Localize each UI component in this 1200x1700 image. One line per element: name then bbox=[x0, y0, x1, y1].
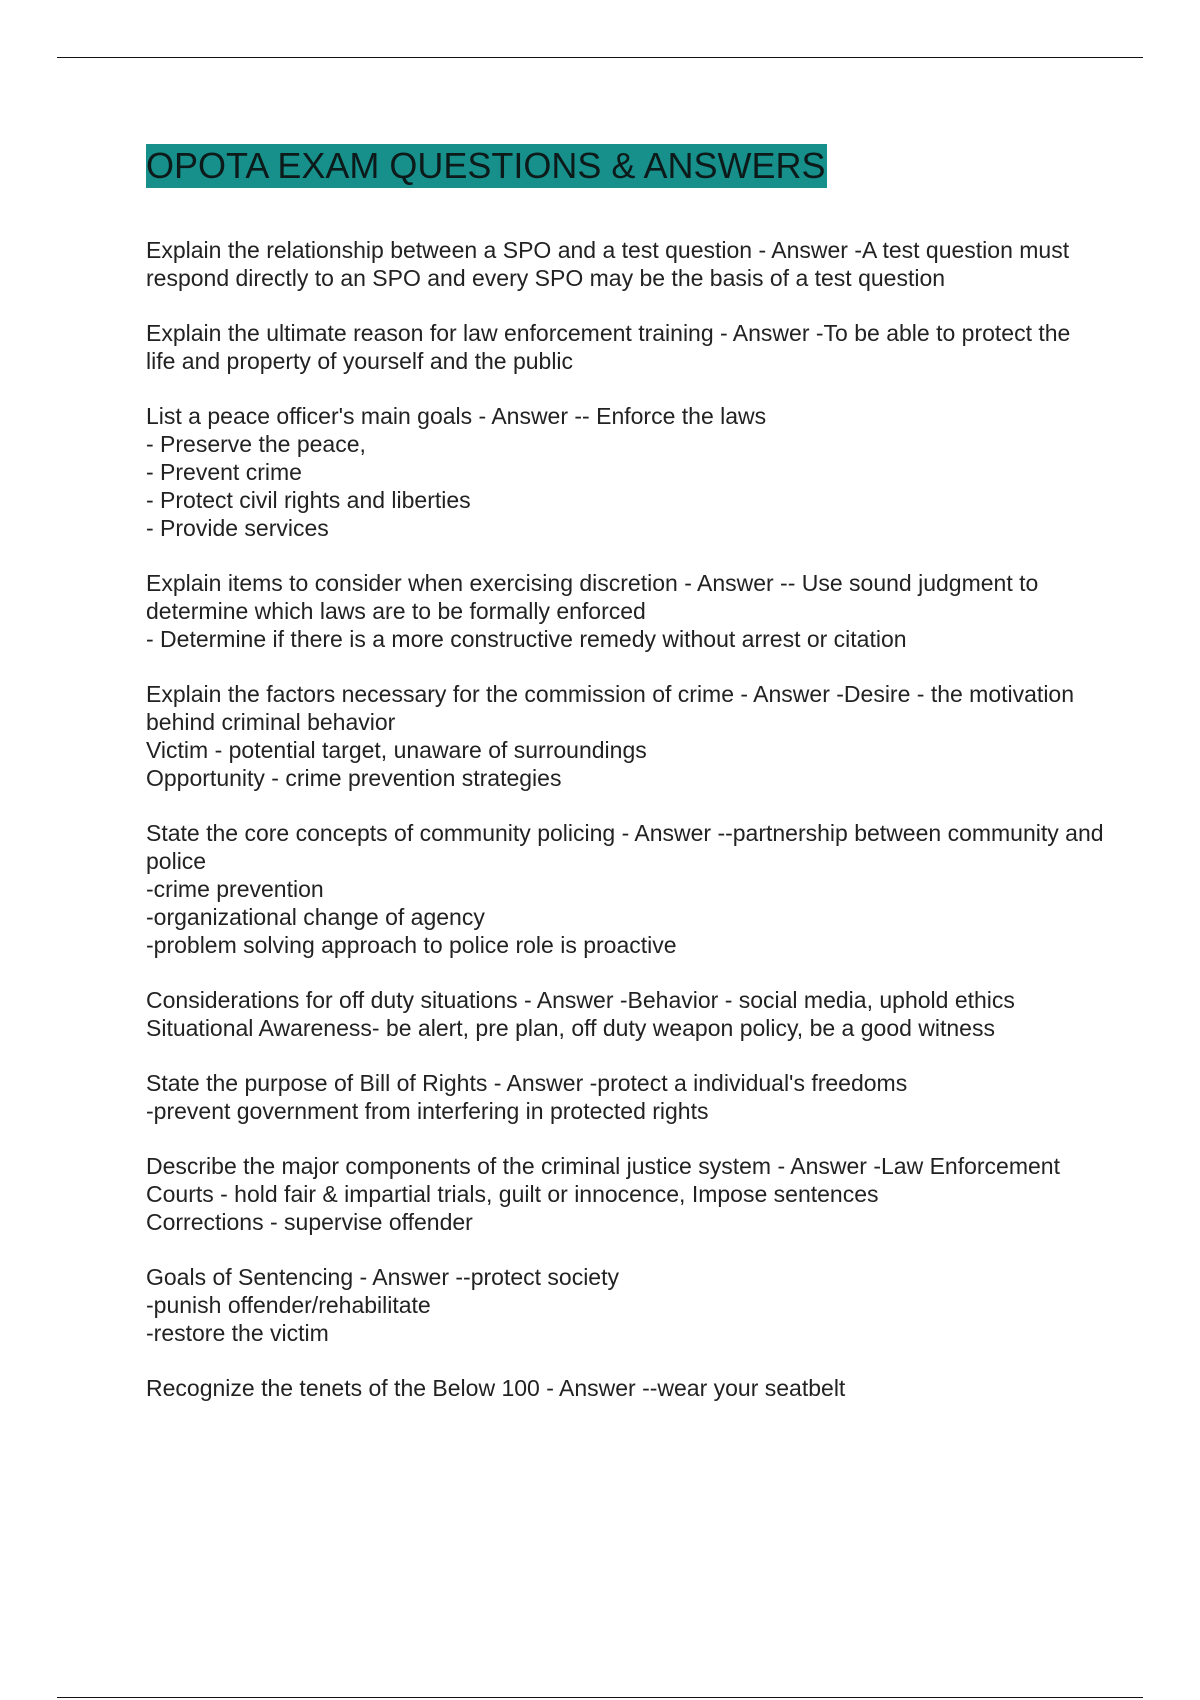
qa-line: -restore the victim bbox=[146, 1320, 329, 1346]
bottom-rule bbox=[57, 1697, 1143, 1698]
qa-line: Victim - potential target, unaware of surroundings bbox=[146, 737, 647, 763]
qa-line: - Preserve the peace, bbox=[146, 431, 366, 457]
qa-entry bbox=[146, 986, 1106, 1042]
page-title: OPOTA EXAM QUESTIONS & ANSWERS bbox=[146, 145, 826, 186]
qa-line: Opportunity - crime prevention strategies bbox=[146, 765, 562, 791]
title-wrap bbox=[146, 144, 1106, 188]
qa-line: -crime prevention bbox=[146, 876, 324, 902]
qa-line: List a peace officer's main goals - Answer -- Enforce the laws bbox=[146, 403, 767, 429]
qa-line: - Provide services bbox=[146, 515, 329, 541]
qa-entry bbox=[146, 1374, 1106, 1402]
qa-line: -prevent government from interfering in protected rights bbox=[146, 1098, 709, 1124]
qa-entry bbox=[146, 569, 1106, 653]
qa-line: Corrections - supervise offender bbox=[146, 1209, 473, 1235]
qa-line: - Determine if there is a more constructive remedy without arrest or citation bbox=[146, 626, 907, 652]
qa-line: Considerations for off duty situations - Answer -Behavior - social media, uphold ethics bbox=[146, 987, 1015, 1013]
qa-line: - Protect civil rights and liberties bbox=[146, 487, 471, 513]
qa-entry bbox=[146, 236, 1106, 292]
qa-line: State the purpose of Bill of Rights - Answer -protect a individual's freedoms bbox=[146, 1070, 908, 1096]
qa-entry bbox=[146, 1152, 1106, 1236]
qa-line: Explain items to consider when exercising discretion - Answer -- Use sound judgment to determine which laws are to be formally enforced bbox=[146, 570, 1039, 624]
qa-line: Explain the ultimate reason for law enforcement training - Answer -To be able to protect the life and property of yourself and the public bbox=[146, 320, 1071, 374]
qa-entry bbox=[146, 1069, 1106, 1125]
qa-line: State the core concepts of community policing - Answer --partnership between community and police bbox=[146, 820, 1104, 874]
qa-line: Describe the major components of the criminal justice system - Answer -Law Enforcement bbox=[146, 1153, 1060, 1179]
qa-line: Goals of Sentencing - Answer --protect society bbox=[146, 1264, 619, 1290]
qa-line: -punish offender/rehabilitate bbox=[146, 1292, 431, 1318]
document-body bbox=[146, 144, 1106, 1429]
qa-line: Courts - hold fair & impartial trials, guilt or innocence, Impose sentences bbox=[146, 1181, 879, 1207]
qa-line: Explain the factors necessary for the commission of crime - Answer -Desire - the motivation behind criminal behavior bbox=[146, 681, 1075, 735]
qa-entry bbox=[146, 680, 1106, 792]
qa-line: -problem solving approach to police role is proactive bbox=[146, 932, 677, 958]
qa-line: -organizational change of agency bbox=[146, 904, 485, 930]
qa-line: Explain the relationship between a SPO and a test question - Answer -A test question must respond directly to an SPO and every SPO may be the basis of a test question bbox=[146, 237, 1070, 291]
qa-entry bbox=[146, 819, 1106, 959]
qa-line: - Prevent crime bbox=[146, 459, 302, 485]
qa-entry bbox=[146, 402, 1106, 542]
top-rule bbox=[57, 57, 1143, 58]
qa-line: Recognize the tenets of the Below 100 - Answer --wear your seatbelt bbox=[146, 1375, 846, 1401]
qa-line: Situational Awareness- be alert, pre plan, off duty weapon policy, be a good witness bbox=[146, 1015, 995, 1041]
qa-entry bbox=[146, 319, 1106, 375]
qa-entry bbox=[146, 1263, 1106, 1347]
